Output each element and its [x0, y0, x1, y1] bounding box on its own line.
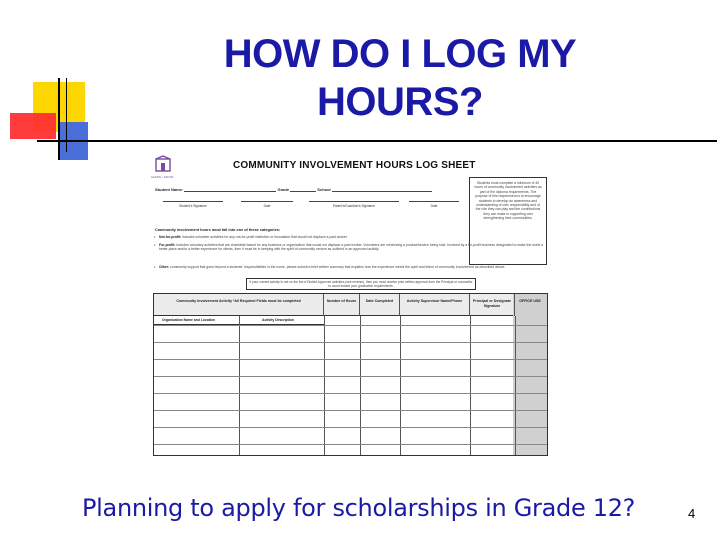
categories-heading: Community involvement hours must fall into one of these categories:: [155, 228, 281, 232]
category-label: Other:: [159, 265, 170, 269]
column-divider: [515, 316, 516, 455]
header-date: Date Completed: [360, 294, 400, 316]
column-divider: [470, 316, 471, 455]
school-label: School: [317, 187, 331, 192]
category-label: Not-for-profit:: [159, 235, 182, 239]
slide-subtitle: Planning to apply for scholarships in Grade 12?: [82, 494, 636, 522]
parent-date-line[interactable]: Date: [409, 201, 459, 208]
student-name-label: Student Name:: [155, 187, 184, 192]
header-supervisor: Activity Supervisor Name/Phone: [400, 294, 470, 316]
sub-header-description: Activity Description: [262, 318, 294, 322]
category-text: community support that goes beyond a students' responsibilities in the home, please submit a brief written summary that explains how the experience meets the spirit and intent of community involvement as described above.: [169, 265, 506, 269]
sub-header-organization: Organization Name and Location: [162, 318, 215, 322]
category-other: [159, 265, 547, 269]
column-divider: [324, 316, 325, 455]
bullet-icon: •: [154, 264, 156, 269]
table-row: [154, 325, 547, 326]
slide-title: [160, 30, 640, 126]
category-text: includes volunteer activities for any not-for-profit institution or foundation that would not displace a paid worker.: [181, 235, 348, 239]
column-divider: [239, 316, 240, 455]
header-principal: Principal or Designate Signature: [470, 294, 515, 316]
header-office-use: OFFICE USE: [519, 299, 541, 303]
decor-horizontal-line: [37, 140, 717, 142]
bullet-icon: •: [154, 242, 156, 247]
page-number: 4: [688, 506, 696, 521]
sheet-title: COMMUNITY INVOLVEMENT HOURS LOG SHEET: [233, 160, 476, 171]
table-row: [154, 376, 547, 377]
slide-title-line1: HOW DO I LOG MY: [223, 32, 577, 76]
table-row: [154, 359, 547, 360]
hours-log-table: [153, 293, 548, 456]
signature-row: [159, 201, 459, 215]
grade-field[interactable]: [290, 188, 316, 192]
office-use-column: [513, 294, 547, 455]
logo-caption: LEARN • GROW: [151, 175, 174, 179]
student-date-line[interactable]: Date: [241, 201, 293, 208]
grade-label: Grade: [277, 187, 290, 192]
table-row: [154, 410, 547, 411]
column-divider: [400, 316, 401, 455]
table-row: [154, 444, 547, 445]
decor-vertical-line: [58, 78, 60, 160]
student-info-row: [155, 187, 432, 192]
school-logo-icon: [153, 155, 173, 177]
header-hours: Number of Hours: [324, 294, 360, 316]
category-text: includes voluntary activities that are charitable-based for any business or organization that would not displace a paid worker. Volunteers are minimizing a product/service being sold. Involved by a for-profit business designated to make the world a better place and/or a better experience for clients, then it must be in keeping with the spirit of community service as outlined in an approved activity.: [159, 243, 544, 252]
category-for-profit: [159, 243, 547, 252]
table-row: [154, 342, 547, 343]
student-name-field[interactable]: [184, 188, 276, 192]
approval-note-box: If your current activity is not on the list of District Approved activities (see reverse), then you must receive prior written approval from the Principal or counsellor to count toward your graduation requirements.: [246, 278, 476, 290]
header-activity: Community Involvement Activity *All Required Fields must be completed: [154, 294, 324, 316]
slide-title-line2: HOURS?: [317, 80, 483, 124]
category-label: For-profit:: [159, 243, 176, 247]
table-row: [154, 393, 547, 394]
school-field[interactable]: [332, 188, 432, 192]
column-divider: [360, 316, 361, 455]
category-not-for-profit: [159, 235, 469, 239]
bullet-icon: •: [154, 234, 156, 239]
parent-signature-line[interactable]: Parent's/Guardian's Signature: [309, 201, 399, 208]
requirement-note-box: Students must complete a minimum of 40 hours of community involvement activities as part of the diploma requirements. The purpose of this requirement is to encourage students to develop an awareness and understanding of civic responsibility and of the role they can play and the contributions they can make in supporting and strengthening their communities.: [469, 177, 547, 265]
decor-red-bar: [10, 113, 56, 139]
student-signature-line[interactable]: Student's Signature: [163, 201, 223, 208]
table-row: [154, 427, 547, 428]
log-sheet-document: [151, 153, 549, 458]
